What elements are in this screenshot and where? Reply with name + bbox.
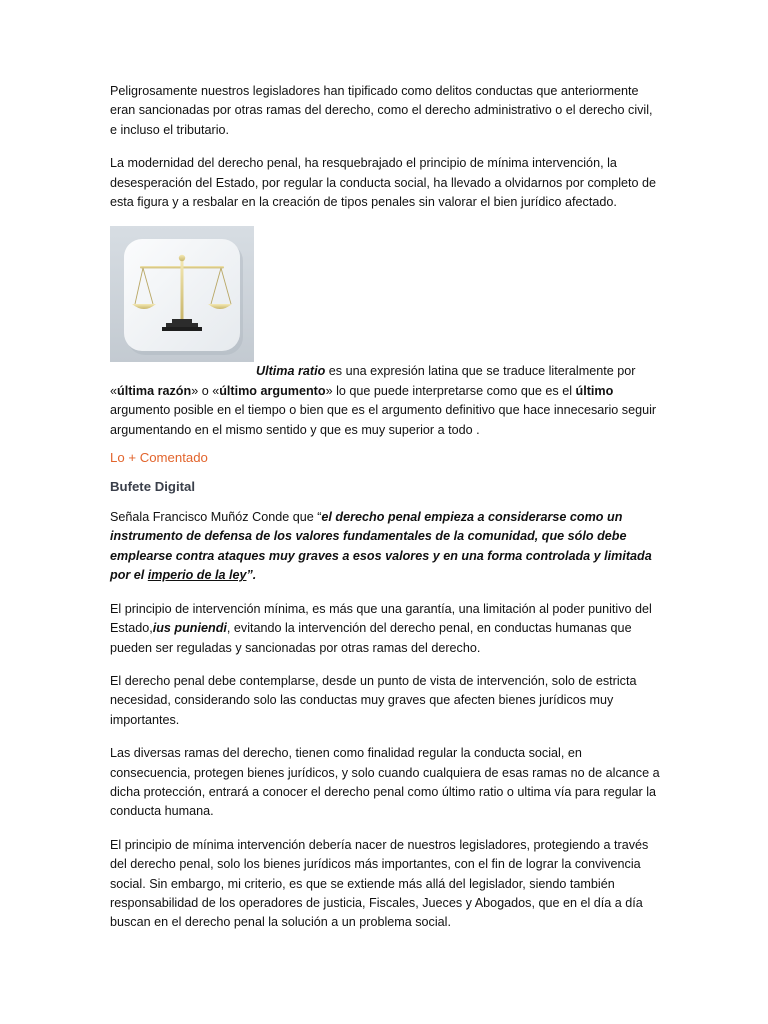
bufete-digital-heading: Bufete Digital bbox=[110, 479, 195, 495]
document-page bbox=[110, 82, 660, 947]
lo-comentado-link[interactable]: Lo + Comentado bbox=[110, 450, 208, 466]
paragraph-1: Peligrosamente nuestros legisladores han tipificado como delitos conductas que anteriormente eran sancionadas por otras ramas del derecho, como el derecho administrativo o el derecho civil, e incluso el tributario. bbox=[110, 84, 653, 137]
ultima-ratio-paragraph: Ultima ratio es una expresión latina que se traduce literalmente por «última razón» o «último argumento» lo que puede interpretarse como que es el último argumento posible en el tiempo o bien que es el argumento definitivo que hace innecesario seguir argumentando en el mismo sentido y que es muy superior a todo . bbox=[110, 364, 657, 437]
paragraph-quote-munoz-conde: Señala Francisco Muñóz Conde que “el derecho penal empieza a considerarse como un instrumento de defensa de los valores fundamentales de la comunidad, que sólo debe emplearse contra ataques muy graves a esos valores y en una forma controlada y limitada por el imperio de la ley”. bbox=[110, 510, 652, 583]
paragraph-7: El principio de mínima intervención debería nacer de nuestros legisladores, protegiendo a través del derecho penal, solo los bienes jurídicos más importantes, con el fin de lograr la convivencia social. Sin embargo, mi criterio, es que se extiende más allá del legislador, siendo también responsabilidad de los operadores de justicia, Fiscales, Jueces y Abogados, que en el día a día buscan en el derecho penal la solución a un problema social. bbox=[110, 837, 649, 930]
paragraph-6: Las diversas ramas del derecho, tienen como finalidad regular la conducta social, en consecuencia, protegen bienes jurídicos, y solo cuando cualquiera de esas ramas no de alcance a dicha protección, entrará a conocer el derecho penal como último ratio o ultima vía para regular la conducta humana. bbox=[110, 746, 660, 819]
imperio-de-la-ley-link[interactable]: imperio de la ley bbox=[147, 568, 247, 583]
paragraph-5: El derecho penal debe contemplarse, desde un punto de vista de intervención, solo de estricta necesidad, considerando solo las conductas muy graves que afecten bienes jurídicos muy importantes. bbox=[110, 673, 637, 727]
ius-puniendi-term: ius puniendi bbox=[152, 621, 227, 636]
paragraph-intervencion-minima: El principio de intervención mínima, es más que una garantía, una limitación al poder punitivo del Estado,ius puniendi, evitando la intervención del derecho penal, en conductas humanas que pueden ser reguladas y sancionadas por otras ramas del derecho. bbox=[110, 601, 652, 655]
scales-of-justice-icon bbox=[110, 226, 254, 362]
scales-image-block bbox=[110, 226, 660, 362]
paragraph-2: La modernidad del derecho penal, ha resquebrajado el principio de mínima intervención, la desesperación del Estado, por regular la conducta social, ha llevado a olvidarnos por completo de esta figura y a resbalar en la creación de tipos penales sin valorar el bien jurídico afectado. bbox=[110, 156, 657, 210]
quote-text: el derecho penal empieza a considerarse como un instrumento de defensa de los valores fundamentales de la comunidad, que sólo debe emplearse contra ataques muy graves a esos valores y en una forma controlada y limitada por el bbox=[110, 510, 652, 583]
ultima-ratio-term: Ultima ratio bbox=[256, 364, 326, 379]
